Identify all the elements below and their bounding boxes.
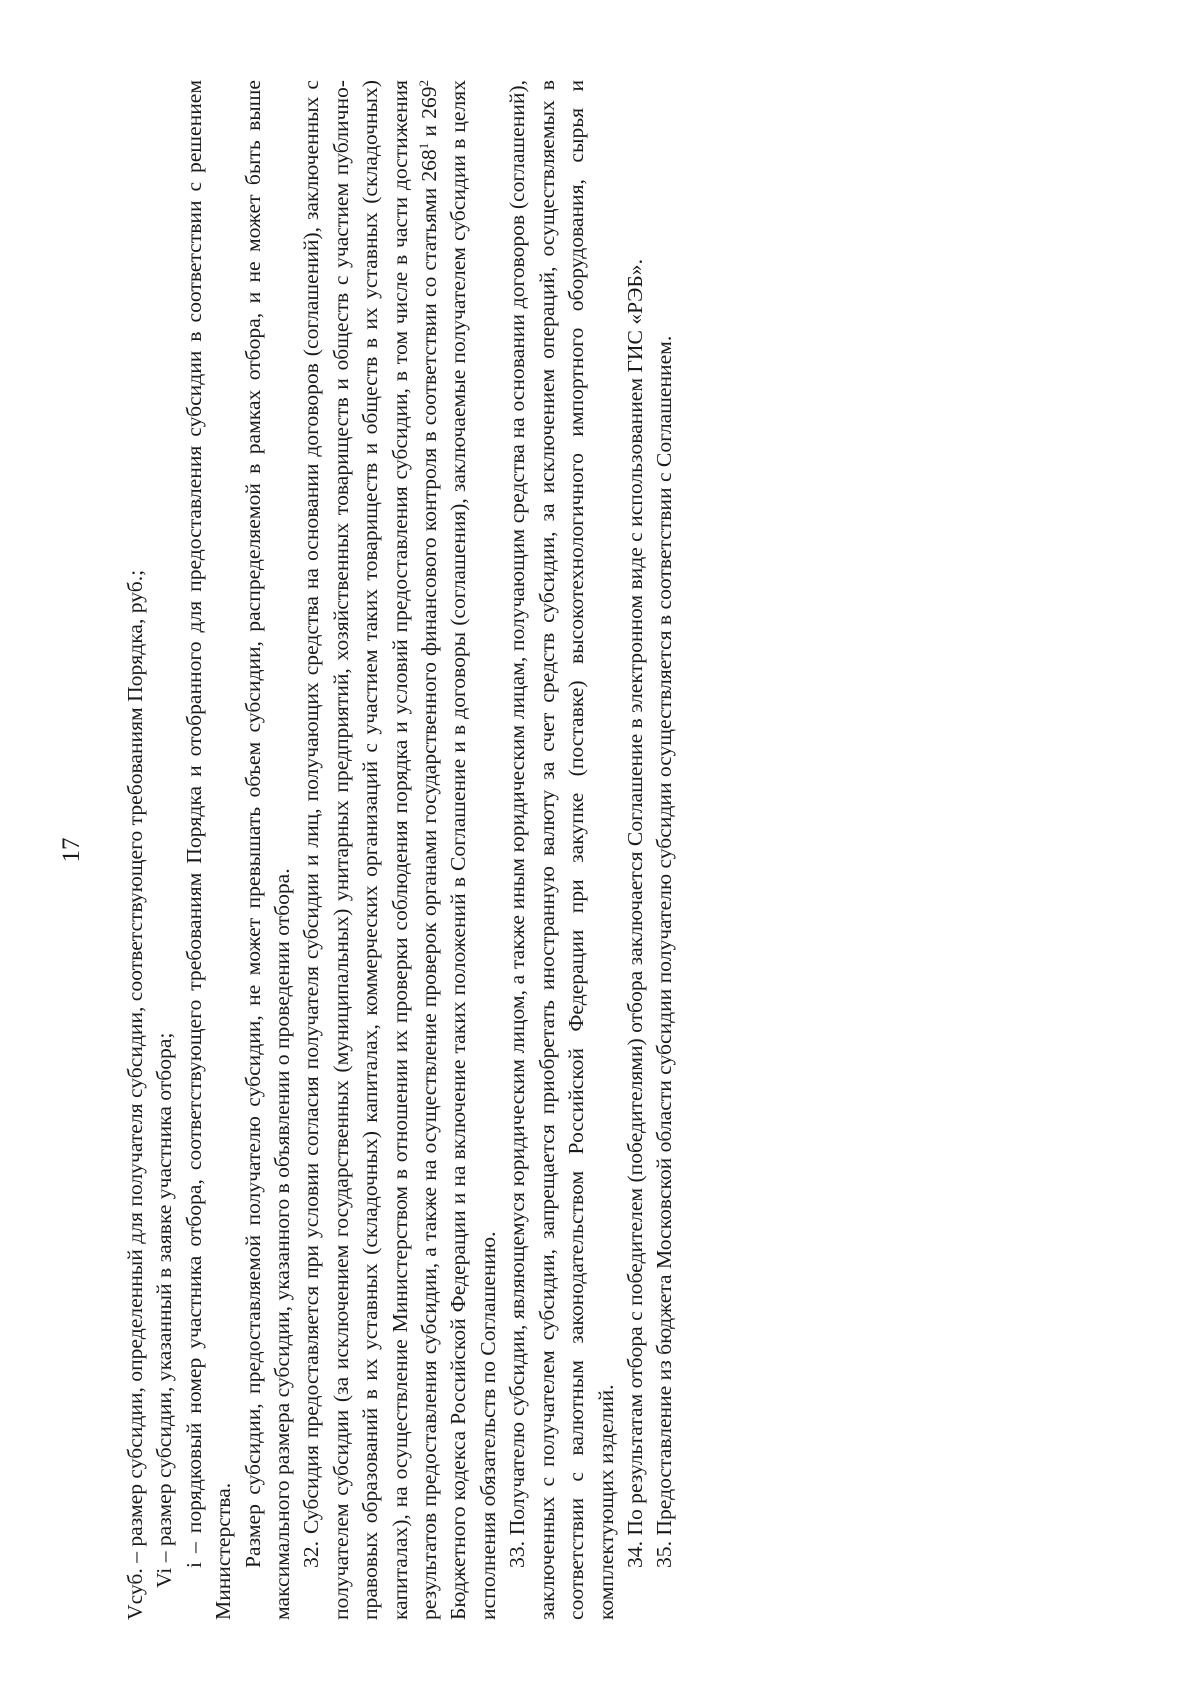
superscript-269: 2 xyxy=(415,80,431,87)
rotated-page xyxy=(58,80,895,1620)
paragraph-32-part-b: и 269 xyxy=(417,86,442,143)
paragraph-32-part-c: Бюджетного кодекса Российской Федерации и на включение таких положений в Соглашение и в договоры (соглашения), заключаемые получателем субсидии в целях исполнения обязательств по Соглашению. xyxy=(446,80,500,1620)
paragraph-i: i – порядковый номер участника отбора, соответствующего требованиям Порядка и отобранного для предоставления субсидии в соответствии с решением Министерства. xyxy=(181,80,236,1620)
paragraph-33: 33. Получателю субсидии, являющемуся юридическим лицом, а также иным юридическим лицам, получающим средства на основании договоров (соглашений), заключенных с получателем субсидии, запрещается приобретать иностранную валюту за счет средств субсидии, за исключением операций, осуществляемых в соответствии с валютным законодательством Российской Федерации при закупке (поставке) высокотехнологичного импортного оборудования, сырья и комплектующих изделий. xyxy=(505,80,618,1620)
paragraph-35: 35. Предоставление из бюджета Московской области субсидии получателю субсидии осуществляется в соответствии с Соглашением. xyxy=(652,335,677,1568)
superscript-268: 1 xyxy=(415,142,431,150)
paragraph-vsub: Vсуб. – размер субсидии, определенный для получателя субсидии, соответствующего требованиям Порядка, руб.; xyxy=(123,569,147,1620)
paragraph-vi: Vi – размер субсидии, указанный в заявке участника отбора; xyxy=(152,1032,177,1588)
paragraph-32 xyxy=(297,80,503,1620)
body-text xyxy=(121,80,680,1620)
page-number: 17 xyxy=(58,837,85,863)
paragraph-subsidy-size: Размер субсидии, предоставляемой получателю субсидии, не может превышать объем субсидии, распределяемой в рамках отбора, и не может быть выше максимального размера субсидии, указанного в объявлении о проведении отбора. xyxy=(240,80,295,1620)
paragraph-34: 34. По результатам отбора с победителем (победителями) отбора заключается Соглашение в электронном виде с использованием ГИС «РЭБ». xyxy=(622,259,647,1568)
paragraph-32-part-a: 32. Субсидия предоставляется при условии согласия получателя субсидии и лиц, получающих средства на основании договоров (соглашений), заключенных с получателем субсидии (за исключением государственных (муниципальных) унитарных предприятий, хозяйственных товариществ и обществ с участием публично-правовых образований в их уставных (складочных) капиталах, коммерческих организаций с участием таких товариществ и обществ в их уставных (складочных) капиталах), на осуществление Министерством в отношении их проверки соблюдения порядка и условий предоставления субсидии, в том числе в части достижения результатов предоставления субсидии, а также на осуществление проверок органами государственного финансового контроля в соответствии со статьями 268 xyxy=(299,80,442,1620)
